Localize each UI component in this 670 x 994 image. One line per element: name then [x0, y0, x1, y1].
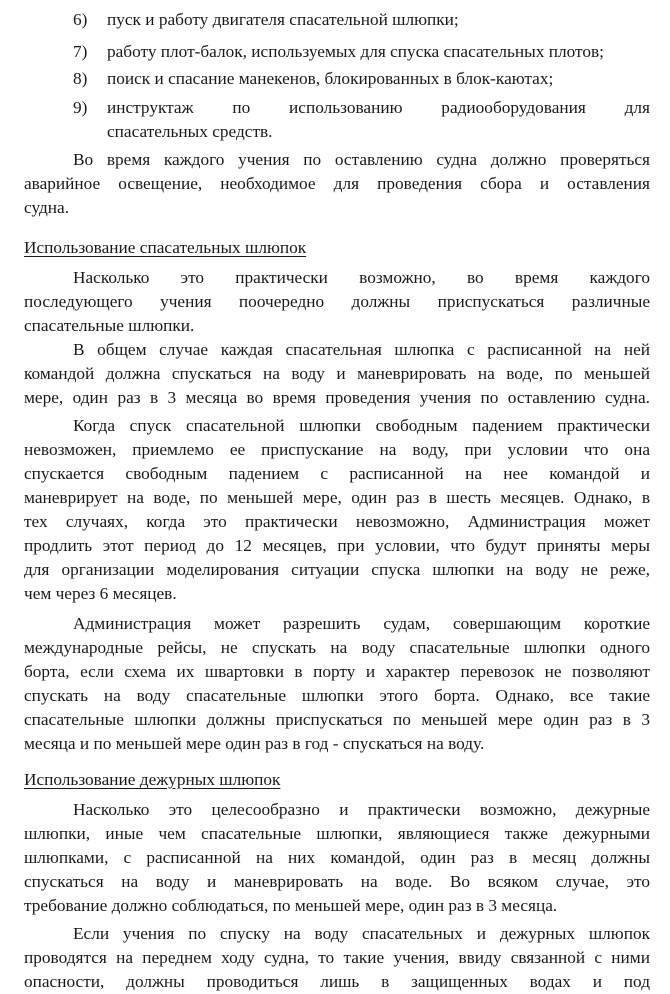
list-item-text: пуск и работу двигателя спасательной шлюпки; [107, 10, 459, 29]
list-item-text: спасательных средств. [107, 122, 273, 141]
paragraph-line: спускать на воду спасательные шлюпки этого борта. Однако, все такие [24, 686, 650, 705]
paragraph-line: В общем случае каждая спасательная шлюпка с расписанной на ней [73, 340, 650, 359]
paragraph-line: последующего учения поочередно должны приспускаться различные [24, 292, 650, 311]
paragraph-line: продлить этот период до 12 месяцев, при условии, что будут приняты меры [24, 536, 650, 555]
paragraph-line: для организации моделирования ситуации спуска шлюпки на воду не реже, [24, 560, 650, 579]
paragraph-line: Когда спуск спасательной шлюпки свободным падением практически [73, 416, 650, 435]
paragraph-line: спасательные шлюпки должны приспускаться по меньшей мере один раз в 3 [24, 710, 650, 729]
paragraph-line: спасательные шлюпки. [24, 316, 195, 335]
section-heading: Использование дежурных шлюпок [24, 770, 281, 789]
list-number: 7) [73, 42, 88, 61]
paragraph-line: маневрирует на воде, по меньшей мере, один раз в шесть месяцев. Однако, в [24, 488, 650, 507]
paragraph-line: Насколько это целесообразно и практически возможно, дежурные [73, 800, 650, 819]
paragraph-line: чем через 6 месяцев. [24, 584, 177, 603]
list-number: 8) [73, 69, 88, 88]
paragraph-line: аварийное освещение, необходимое для проведения сбора и оставления [24, 174, 650, 193]
paragraph-line: требование должно соблюдаться, по меньшей мере, один раз в 3 месяца. [24, 896, 558, 915]
paragraph-line: Если учения по спуску на воду спасательных и дежурных шлюпок [73, 924, 650, 943]
list-item-text: инструктаж по использованию радиооборудования для [107, 98, 650, 117]
list-number: 9) [73, 98, 88, 117]
paragraph-line: судна. [24, 198, 70, 217]
paragraph-line: невозможен, приемлемо ее приспускание на воду, при условии что она [24, 440, 650, 459]
list-item-text: работу плот-балок, используемых для спуска спасательных плотов; [107, 42, 604, 61]
paragraph-line: опасности, должны проводиться лишь в защищенных водах и под [24, 972, 650, 991]
paragraph-line: Администрация может разрешить судам, совершающим короткие [73, 614, 650, 633]
paragraph-line: командой должна спускаться на воду и маневрировать на воде, по меньшей [24, 364, 650, 383]
list-number: 6) [73, 10, 88, 29]
paragraph-line: проводятся на переднем ходу судна, то такие учения, ввиду связанной с ними [24, 948, 650, 967]
paragraph-line: спускаться на воду и маневрировать на воде. Во всяком случае, это [24, 872, 650, 891]
list-item-text: поиск и спасание манекенов, блокированных в блок-каютах; [107, 69, 554, 88]
paragraph-line: международные рейсы, не спускать на воду спасательные шлюпки одного [24, 638, 650, 657]
section-heading: Использование спасательных шлюпок [24, 238, 307, 257]
paragraph-line: Насколько это практически возможно, во время каждого [73, 268, 650, 287]
paragraph-line: шлюпки, иные чем спасательные шлюпки, являющиеся также дежурными [24, 824, 650, 843]
paragraph-line: тех случаях, когда это практически невозможно, Администрация может [24, 512, 650, 531]
paragraph-line: спускается свободным падением с расписанной на нее командой и [24, 464, 650, 483]
paragraph-line: месяца и по меньшей мере один раз в год - спускаться на воду. [24, 734, 485, 753]
paragraph-line: борта, если схема их швартовки в порту и характер перевозок не позволяют [24, 662, 650, 681]
paragraph-line: шлюпками, с расписанной на них командой, один раз в месяц должны [24, 848, 650, 867]
paragraph-line: Во время каждого учения по оставлению судна должно проверяться [73, 150, 650, 169]
paragraph-line: мере, один раз в 3 месяца во время проведения учения по оставлению судна. [24, 388, 650, 407]
